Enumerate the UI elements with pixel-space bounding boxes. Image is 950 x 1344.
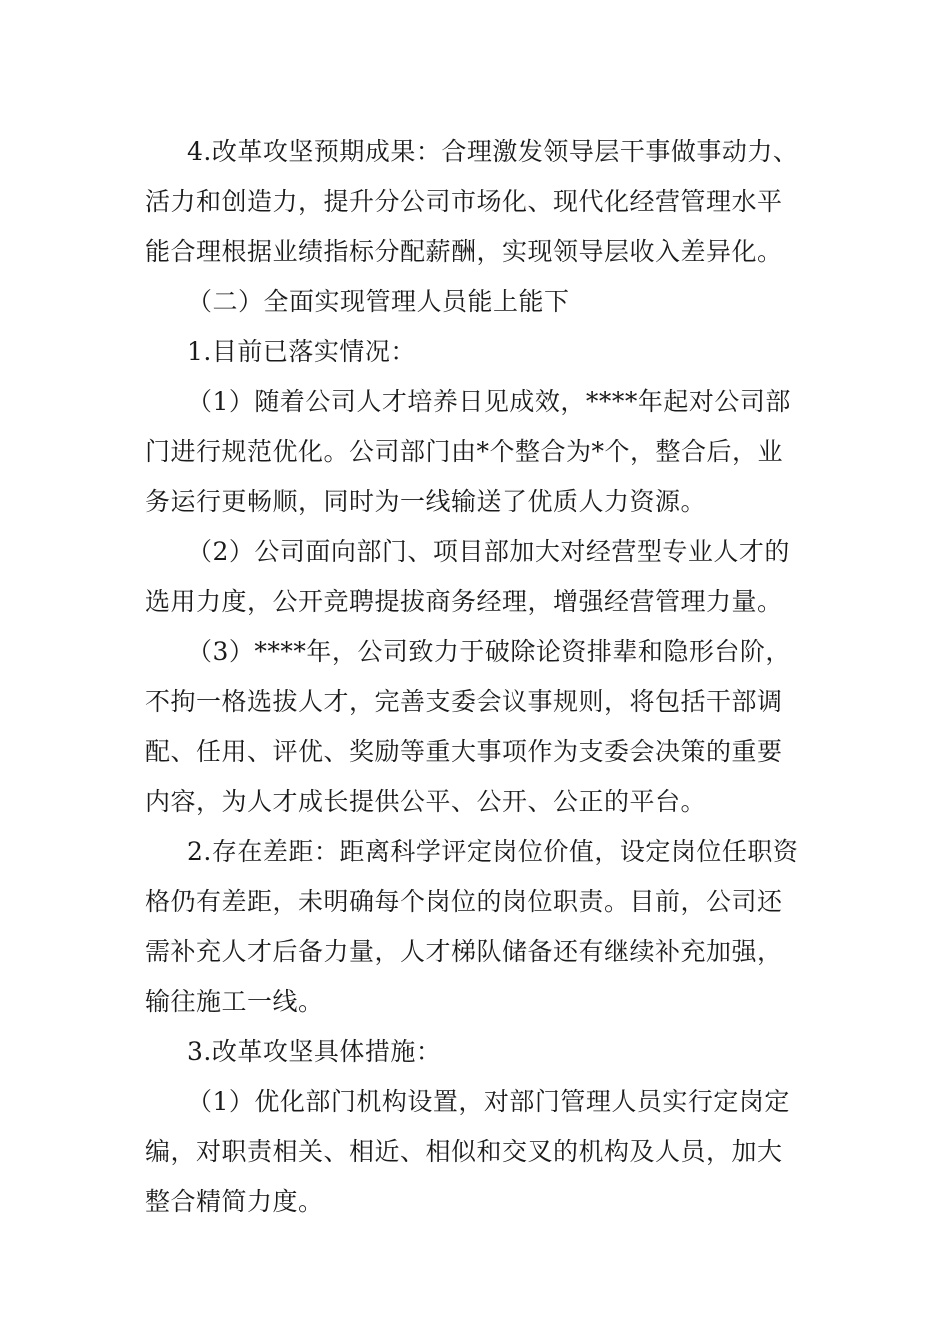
paragraph-line: 整合精简力度。 xyxy=(145,1187,324,1216)
paragraph-line: 活力和创造力，提升分公司市场化、现代化经营管理水平 xyxy=(145,187,783,216)
paragraph-line: 需补充人才后备力量，人才梯队储备还有继续补充加强， xyxy=(145,937,783,966)
paragraph-line: 2.存在差距：距离科学评定岗位价值，设定岗位任职资 xyxy=(187,837,799,866)
paragraph-line: 格仍有差距，未明确每个岗位的岗位职责。目前，公司还 xyxy=(145,887,783,916)
paragraph-line: 能合理根据业绩指标分配薪酬，实现领导层收入差异化。 xyxy=(145,237,783,266)
paragraph-line: （3）****年，公司致力于破除论资排辈和隐形台阶， xyxy=(187,637,791,666)
paragraph-line: 内容，为人才成长提供公平、公开、公正的平台。 xyxy=(145,787,707,816)
paragraph-line: 4.改革攻坚预期成果：合理激发领导层干事做事动力、 xyxy=(187,137,799,166)
paragraph-line: 编，对职责相关、相近、相似和交叉的机构及人员，加大 xyxy=(145,1137,783,1166)
paragraph-line: 配、任用、评优、奖励等重大事项作为支委会决策的重要 xyxy=(145,737,783,766)
paragraph-line: （1）随着公司人才培养日见成效，****年起对公司部 xyxy=(187,387,791,416)
paragraph-line: 3.改革攻坚具体措施： xyxy=(187,1037,442,1066)
paragraph-line: 务运行更畅顺，同时为一线输送了优质人力资源。 xyxy=(145,487,707,516)
paragraph-line: 选用力度，公开竞聘提拔商务经理，增强经营管理力量。 xyxy=(145,587,783,616)
paragraph-line: 输往施工一线。 xyxy=(145,987,324,1016)
paragraph-line: 门进行规范优化。公司部门由*个整合为*个，整合后，业 xyxy=(145,437,784,466)
paragraph-line: 1.目前已落实情况： xyxy=(187,337,416,366)
paragraph-line: （1）优化部门机构设置，对部门管理人员实行定岗定 xyxy=(187,1087,790,1116)
paragraph-line: 不拘一格选拔人才，完善支委会议事规则，将包括干部调 xyxy=(145,687,783,716)
paragraph-line: （2）公司面向部门、项目部加大对经营型专业人才的 xyxy=(187,537,790,566)
section-heading: （二）全面实现管理人员能上能下 xyxy=(187,287,570,316)
